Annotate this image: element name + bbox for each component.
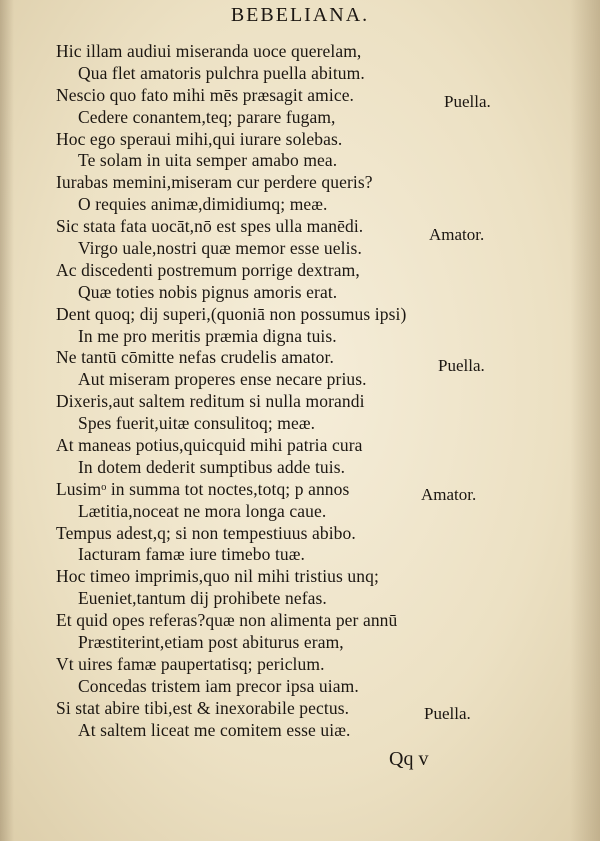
verse-line: Concedas tristem iam precor ipsa uiam. [78, 675, 359, 696]
verse-line: Iacturam famæ iure timebo tuæ. [78, 544, 306, 565]
verse-line: Qua flet amatoris pulchra puella abitum. [78, 62, 365, 83]
verse-line: Ac discedenti postremum porrige dextram, [56, 259, 360, 280]
verse-line: Virgo uale,nostri quæ memor esse uelis. [78, 238, 362, 259]
verse-line: At maneas potius,quicquid mihi patria cura [56, 435, 363, 456]
verse-line: Aut miseram properes ense necare prius. [78, 369, 367, 390]
verse-line: In dotem dederit sumptibus adde tuis. [78, 456, 346, 477]
verse-line: Tempus adest,q; si non tempestiuus abibo. [56, 522, 356, 543]
speaker-label-puella: Puella. [424, 704, 471, 723]
verse-block [56, 41, 536, 742]
verse-line: O requies animæ,dimidiumq; meæ. [78, 194, 328, 215]
verse-line: Si stat abire tibi,est & inexorabile pectus. [56, 697, 350, 718]
speaker-label-puella: Puella. [444, 92, 491, 111]
verse-line: At saltem liceat me comitem esse uiæ. [78, 719, 351, 740]
verse-line: Dixeris,aut saltem reditum si nulla morandi [56, 391, 365, 412]
verse-line: Lætitia,noceat ne mora longa caue. [78, 500, 327, 521]
signature-mark: Qq v [389, 748, 429, 770]
verse-line: Quæ toties nobis pignus amoris erat. [78, 281, 338, 302]
verse-line: In me pro meritis præmia digna tuis. [78, 325, 337, 346]
verse-line: Sic stata fata uocāt,nō est spes ulla manēdi. [56, 216, 364, 237]
verse-line: Hic illam audiui miseranda uoce querelam, [56, 41, 362, 61]
running-head: BEBELIANA. [230, 4, 370, 26]
verse-line: Te solam in uita semper amabo mea. [78, 150, 338, 171]
speaker-label-amator: Amator. [421, 485, 477, 504]
speaker-label-puella: Puella. [438, 356, 485, 375]
verse-line: Ne tantū cōmitte nefas crudelis amator. [56, 347, 334, 368]
page-edge-shadow [570, 0, 600, 841]
verse-line: Vt uires famæ paupertatisq; periclum. [56, 653, 325, 674]
gutter-shadow [0, 0, 14, 841]
verse-line: Eueniet,tantum dij prohibete nefas. [78, 588, 327, 609]
verse-line: Lusimᵒ in summa tot noctes,totq; p annos [56, 478, 350, 499]
verse-line: Et quid opes referas?quæ non alimenta per annū [56, 610, 398, 631]
verse-line: Nescio quo fato mihi mēs præsagit amice. [56, 84, 355, 105]
verse-line: Cedere conantem,teq; parare fugam, [78, 106, 336, 127]
verse-line: Iurabas memini,miseram cur perdere queris? [56, 172, 373, 193]
verse-line: Hoc ego speraui mihi,qui iurare solebas. [56, 128, 343, 149]
verse-line: Dent quoq; dij superi,(quoniā non possumus ipsi) [56, 303, 407, 324]
speaker-label-amator: Amator. [429, 225, 485, 244]
verse-line: Hoc timeo imprimis,quo nil mihi tristius unq; [56, 566, 379, 587]
verse-line: Spes fuerit,uitæ consulitoq; meæ. [78, 413, 316, 434]
verse-line: Præstiterint,etiam post abiturus eram, [78, 632, 344, 653]
